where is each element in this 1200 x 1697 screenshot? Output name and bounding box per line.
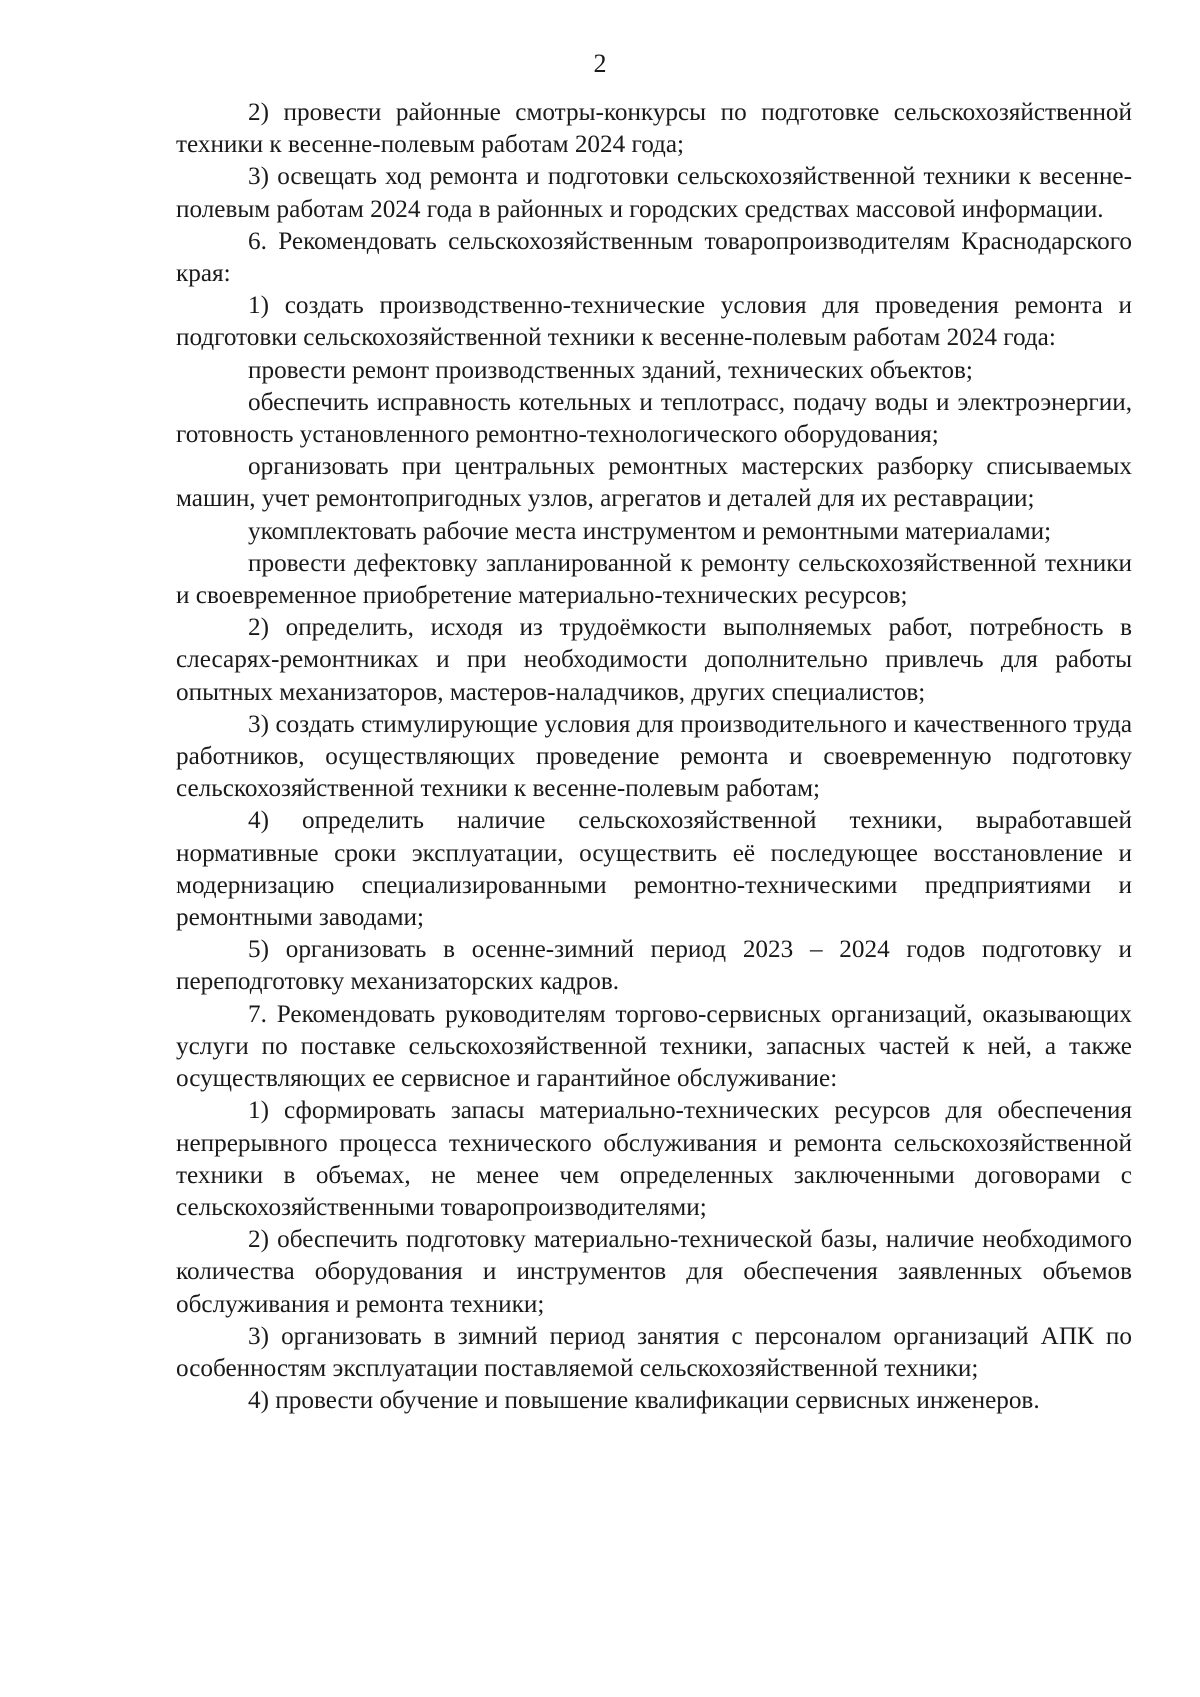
paragraph: 3) создать стимулирующие условия для производительного и качественного труда работников, осуществляющих проведение ремонта и своевременную подготовку сельскохозяйственной техники к весенне-полевым работам; bbox=[176, 710, 1132, 803]
page-number: 2 bbox=[593, 49, 607, 78]
document-body bbox=[176, 97, 1132, 1417]
paragraph: провести дефектовку запланированной к ремонту сельскохозяйственной техники и своевременное приобретение материально-технических ресурсов; bbox=[176, 549, 1132, 610]
paragraph: организовать при центральных ремонтных мастерских разборку списываемых машин, учет ремонтопригодных узлов, агрегатов и деталей для их реставрации; bbox=[176, 453, 1132, 513]
paragraph: 6. Рекомендовать сельскохозяйственным товаропроизводителям Краснодарского края: bbox=[176, 227, 1132, 288]
paragraph: укомплектовать рабочие места инструментом и ремонтными материалами; bbox=[248, 517, 1052, 545]
paragraph: 2) обеспечить подготовку материально-технической базы, наличие необходимого количества оборудования и инструментов для обеспечения заявленных объемов обслуживания и ремонта техники; bbox=[176, 1226, 1132, 1318]
paragraph: провести ремонт производственных зданий, технических объектов; bbox=[248, 356, 973, 384]
paragraph: 1) создать производственно-технические условия для проведения ремонта и подготовки сельскохозяйственной техники к весенне-полевым работам 2024 года: bbox=[176, 292, 1132, 352]
paragraph: 5) организовать в осенне-зимний период 2023 – 2024 годов подготовку и переподготовку механизаторских кадров. bbox=[176, 936, 1132, 996]
paragraph: 2) определить, исходя из трудоёмкости выполняемых работ, потребность в слесарях-ремонтниках и при необходимости дополнительно привлечь для работы опытных механизаторов, мастеров-наладчиков, других специалистов; bbox=[176, 614, 1132, 706]
paragraph: обеспечить исправность котельных и теплотрасс, подачу воды и электроэнергии, готовность установленного ремонтно-технологического оборудования; bbox=[176, 388, 1132, 449]
paragraph: 3) организовать в зимний период занятия с персоналом организаций АПК по особенностям эксплуатации поставляемой сельскохозяйственной техники; bbox=[176, 1322, 1132, 1382]
paragraph: 4) провести обучение и повышение квалификации сервисных инженеров. bbox=[248, 1387, 1040, 1415]
paragraph: 7. Рекомендовать руководителям торгово-сервисных организаций, оказывающих услуги по поставке сельскохозяйственной техники, запасных частей к ней, а также осуществляющих ее сервисное и гарантийное обслуживание: bbox=[176, 1000, 1132, 1093]
paragraph: 3) освещать ход ремонта и подготовки сельскохозяйственной техники к весенне-полевым работам 2024 года в районных и городских средствах массовой информации. bbox=[176, 163, 1132, 223]
paragraph: 2) провести районные смотры-конкурсы по подготовке сельскохозяйственной техники к весенне-полевым работам 2024 года; bbox=[176, 99, 1132, 159]
paragraph: 4) определить наличие сельскохозяйственной техники, выработавшей нормативные сроки эксплуатации, осуществить её последующее восстановление и модернизацию специализированными ремонтно-техническими предприятиями и ремонтными заводами; bbox=[176, 807, 1132, 932]
paragraph: 1) сформировать запасы материально-технических ресурсов для обеспечения непрерывного процесса технического обслуживания и ремонта сельскохозяйственной техники в объемах, не менее чем определенных заключенными договорами с сельскохозяйственными товаропроизводителями; bbox=[176, 1097, 1132, 1221]
